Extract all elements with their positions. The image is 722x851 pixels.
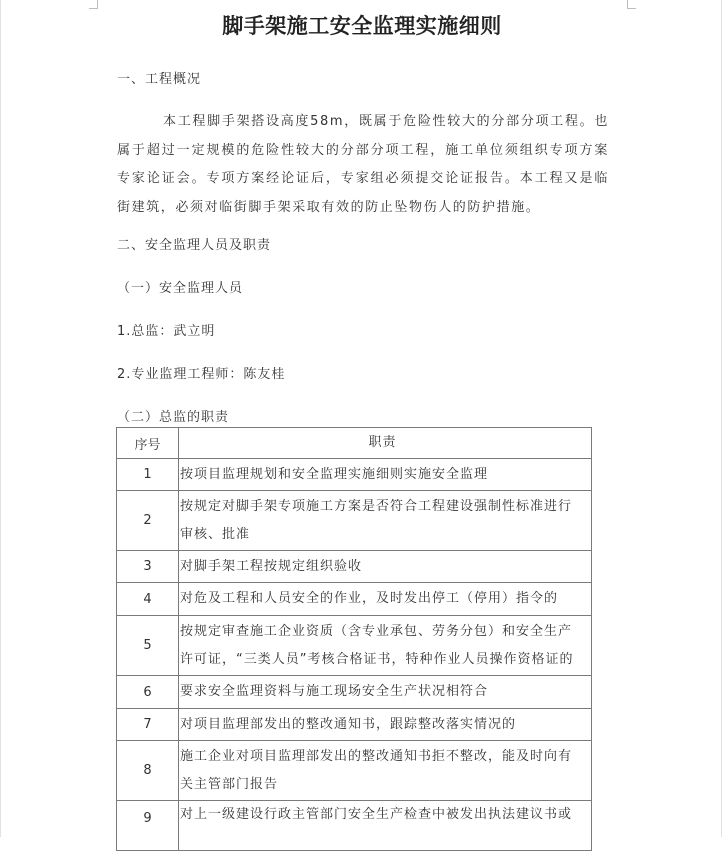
row-duty: 对上一级建设行政主管部门安全生产检查中被发出执法建议书或 [179, 801, 592, 851]
row-duty: 对危及工程和人员安全的作业，及时发出停工（停用）指令的 [179, 583, 592, 616]
row-duty: 按项目监理规划和安全监理实施细则实施安全监理 [179, 459, 592, 491]
row-number: 4 [117, 583, 179, 616]
duties-table [116, 427, 592, 851]
document-title: 脚手架施工安全监理实施细则 [222, 14, 502, 38]
row-duty: 对项目监理部发出的整改通知书，跟踪整改落实情况的 [179, 709, 592, 741]
table-row [117, 583, 592, 616]
subheading-chief-duties: （二）总监的职责 [117, 410, 230, 425]
row-duty: 对脚手架工程按规定组织验收 [179, 551, 592, 583]
table-row [117, 616, 592, 676]
staff-specialist-engineer: 2.专业监理工程师：陈友桂 [117, 367, 286, 382]
overview-paragraph: 本工程脚手架搭设高度58m，既属于危险性较大的分部分项工程。也属于超过一定规模的危险性较大的分部分项工程，施工单位须组织专项方案专家论证会。专项方案经论证后，专家组必须提交论证报告。本工程又是临街建筑，必须对临街脚手架采取有效的防止坠物伤人的防护措施。 [117, 114, 609, 215]
header-serial-number: 序号 [117, 428, 179, 459]
row-number: 7 [117, 709, 179, 741]
row-duty: 要求安全监理资料与施工现场安全生产状况相符合 [179, 676, 592, 709]
table-row [117, 551, 592, 583]
section-heading-staff-duties: 二、安全监理人员及职责 [117, 238, 272, 253]
table-row [117, 741, 592, 801]
row-number: 2 [117, 491, 179, 551]
table-row [117, 709, 592, 741]
table-header-row [117, 428, 592, 459]
row-number: 3 [117, 551, 179, 583]
section-heading-overview: 一、工程概况 [117, 72, 202, 87]
row-number: 8 [117, 741, 179, 801]
crop-mark-top-right [627, 0, 636, 9]
table-row [117, 676, 592, 709]
table-row [117, 491, 592, 551]
row-number: 1 [117, 459, 179, 491]
table-row [117, 801, 592, 851]
row-duty: 按规定对脚手架专项施工方案是否符合工程建设强制性标准进行审核、批准 [179, 491, 592, 551]
staff-chief-supervisor: 1.总监：武立明 [117, 324, 216, 339]
table-row [117, 459, 592, 491]
row-duty: 按规定审查施工企业资质（含专业承包、劳务分包）和安全生产许可证，“三类人员”考核合格证书，特种作业人员操作资格证的 [179, 616, 592, 676]
subheading-safety-staff: （一）安全监理人员 [117, 281, 244, 296]
row-duty: 施工企业对项目监理部发出的整改通知书拒不整改，能及时向有关主管部门报告 [179, 741, 592, 801]
row-number: 6 [117, 676, 179, 709]
header-duty: 职责 [179, 428, 592, 459]
crop-mark-top-left [89, 0, 98, 9]
row-number: 9 [117, 801, 179, 851]
row-number: 5 [117, 616, 179, 676]
